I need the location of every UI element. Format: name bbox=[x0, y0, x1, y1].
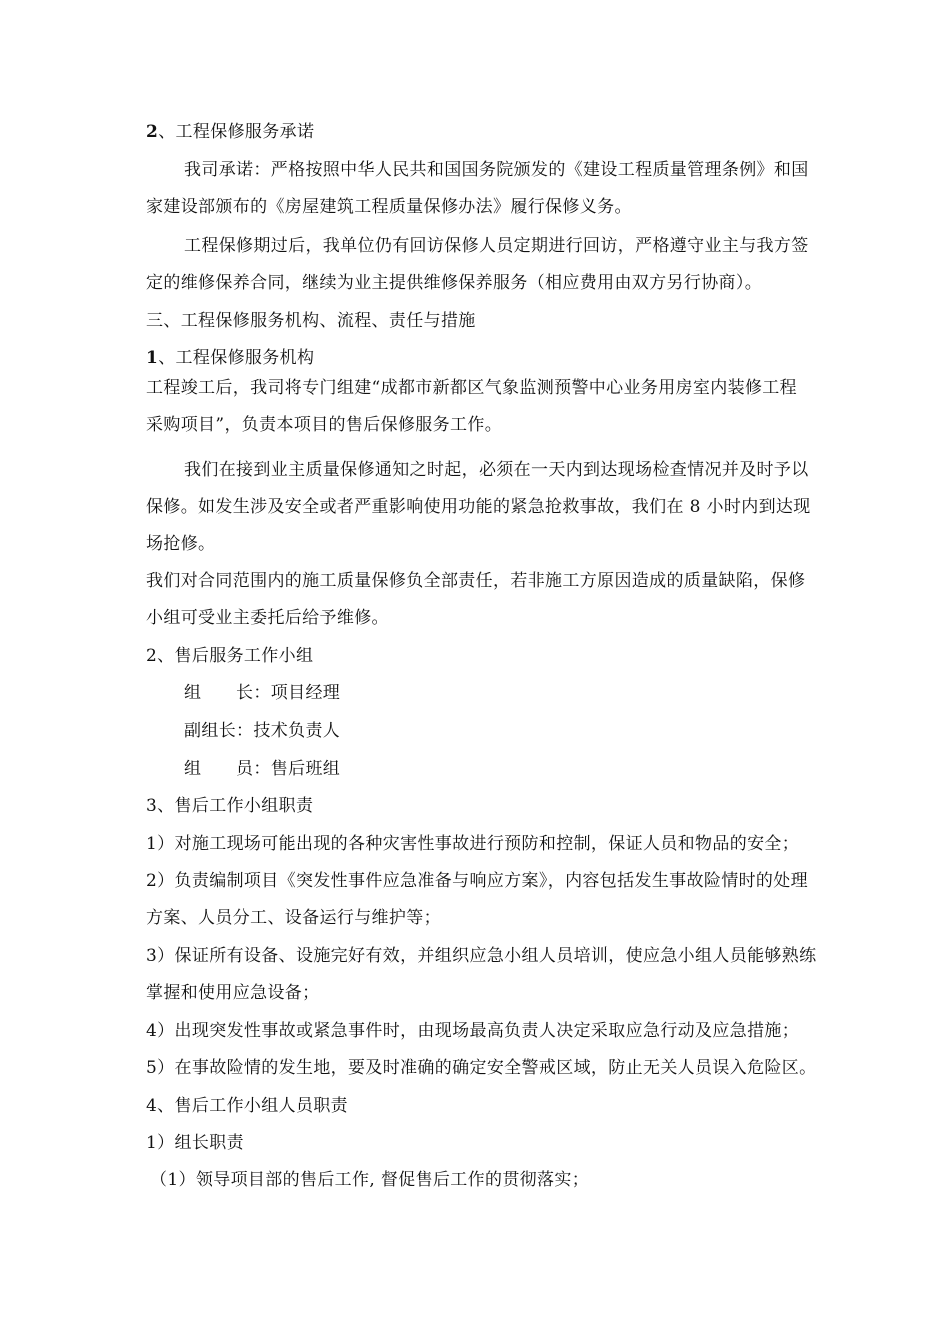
paragraph-line: 采购项目”，负责本项目的售后保修服务工作。 bbox=[146, 415, 503, 435]
section-title: 、工程保修服务机构 bbox=[158, 348, 315, 368]
section-number: 1 bbox=[146, 348, 159, 368]
duty-item: 1）对施工现场可能出现的各种灾害性事故进行预防和控制，保证人员和物品的安全； bbox=[146, 834, 800, 854]
team-member-line: 组 员：售后班组 bbox=[184, 759, 341, 779]
section-number: 2 bbox=[146, 122, 159, 142]
paragraph-line: 小组可受业主委托后给予维修。 bbox=[146, 608, 389, 628]
team-leader-line: 组 长：项目经理 bbox=[184, 683, 341, 703]
duty-item: 2）负责编制项目《突发性事件应急准备与响应方案》，内容包括发生事故险情时的处理 bbox=[146, 871, 808, 891]
paragraph-line: 工程保修期过后，我单位仍有回访保修人员定期进行回访，严格遵守业主与我方签 bbox=[184, 236, 809, 256]
paragraph-line: 我司承诺：严格按照中华人民共和国国务院颁发的《建设工程质量管理条例》和国 bbox=[184, 160, 809, 180]
subsection-heading: 2、售后服务工作小组 bbox=[146, 646, 314, 666]
paragraph-line: 保修。如发生涉及安全或者严重影响使用功能的紧急抢救事故，我们在 8 小时内到达现 bbox=[146, 497, 811, 517]
section-heading-service-organization bbox=[146, 348, 314, 368]
duty-item: 4）出现突发性事故或紧急事件时，由现场最高负责人决定采取应急行动及应急措施； bbox=[146, 1021, 800, 1041]
paragraph-line: 定的维修保养合同，继续为业主提供维修保养服务（相应费用由双方另行协商）。 bbox=[146, 273, 763, 293]
chapter-heading: 三、工程保修服务机构、流程、责任与措施 bbox=[146, 311, 476, 331]
section-title: 、工程保修服务承诺 bbox=[158, 122, 315, 142]
duty-item: 5）在事故险情的发生地，要及时准确的确定安全警戒区域，防止无关人员误入危险区。 bbox=[146, 1058, 817, 1078]
paragraph-line: 我们在接到业主质量保修通知之时起，必须在一天内到达现场检查情况并及时予以 bbox=[184, 460, 809, 480]
duty-item-continuation: 方案、人员分工、设备运行与维护等； bbox=[146, 908, 441, 928]
section-heading-warranty-commitment bbox=[146, 122, 314, 142]
role-heading: 1）组长职责 bbox=[146, 1133, 244, 1153]
duty-item-continuation: 掌握和使用应急设备； bbox=[146, 983, 320, 1003]
paragraph-line: 家建设部颁布的《房屋建筑工程质量保修办法》履行保修义务。 bbox=[146, 197, 632, 217]
duty-item: 3）保证所有设备、设施完好有效，并组织应急小组人员培训，使应急小组人员能够熟练 bbox=[146, 946, 817, 966]
paragraph-line: 工程竣工后，我司将专门组建“成都市新都区气象监测预警中心业务用房室内装修工程 bbox=[146, 378, 797, 398]
paragraph-line: 我们对合同范围内的施工质量保修负全部责任，若非施工方原因造成的质量缺陷，保修 bbox=[146, 571, 806, 591]
paragraph-line: 场抢修。 bbox=[146, 534, 216, 554]
subsection-heading: 4、售后工作小组人员职责 bbox=[146, 1096, 349, 1116]
subsection-heading: 3、售后工作小组职责 bbox=[146, 796, 314, 816]
role-duty-item: （1）领导项目部的售后工作, 督促售后工作的贯彻落实； bbox=[150, 1170, 590, 1190]
team-deputy-line: 副组长：技术负责人 bbox=[184, 721, 341, 741]
